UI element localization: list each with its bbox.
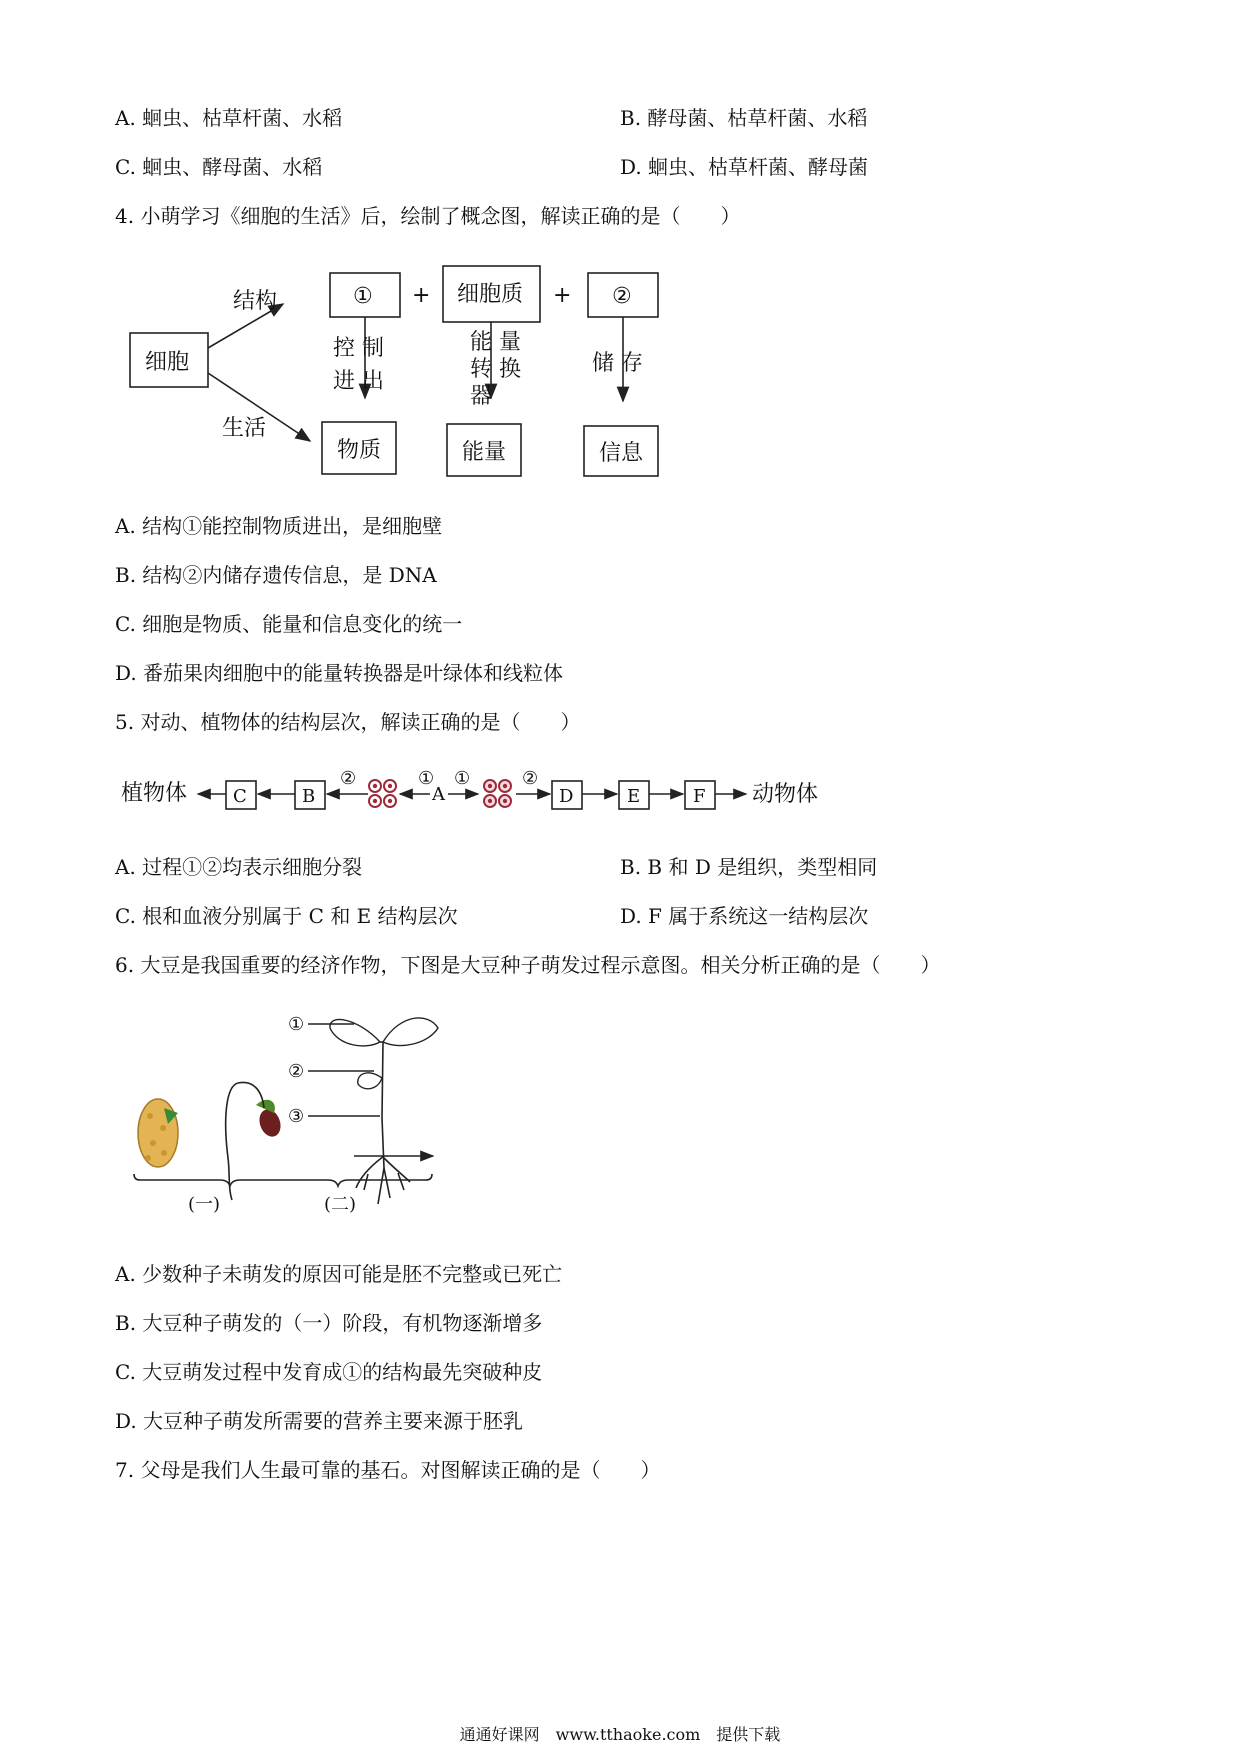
q4-option-b: B. 结构②内储存遗传信息，是 DNA [115, 563, 437, 587]
q4-concept-diagram [125, 258, 685, 488]
germinating-seedling-image [226, 1082, 284, 1200]
control-text-2: 进 出 [333, 369, 384, 394]
q3-option-d: D. 蛔虫、枯草杆菌、酵母菌 [620, 155, 869, 179]
marker-2: ② [288, 1061, 305, 1082]
label-c: C [233, 786, 247, 807]
process-2-left: ② [340, 768, 357, 789]
q6-option-b: B. 大豆种子萌发的（一）阶段，有机物逐渐增多 [115, 1311, 543, 1335]
seedling-plant-image [330, 1018, 438, 1204]
cell-label: 细胞 [145, 350, 190, 375]
q5-option-b: B. B 和 D 是组织，类型相同 [620, 855, 878, 879]
energy-text-3: 器 [470, 384, 493, 409]
process-1-left: ① [418, 768, 435, 789]
marker-3: ③ [288, 1106, 305, 1127]
process-1-right: ① [454, 768, 471, 789]
process-2-right: ② [522, 768, 539, 789]
label-e: E [627, 786, 641, 807]
marker-1: ① [288, 1014, 305, 1035]
structure-2-label: ② [612, 284, 632, 309]
structure-1-label: ① [353, 284, 373, 309]
q5-hierarchy-diagram [118, 770, 878, 820]
bracket-stage-1 [134, 1174, 252, 1186]
info-label: 信息 [599, 441, 644, 466]
plus-2: + [553, 283, 572, 308]
q4-option-d: D. 番茄果肉细胞中的能量转换器是叶绿体和线粒体 [115, 661, 564, 685]
store-text: 储 存 [592, 351, 643, 376]
plant-body-label: 植物体 [121, 781, 188, 806]
structure-label: 结构 [233, 289, 278, 314]
q6-option-d: D. 大豆种子萌发所需要的营养主要来源于胚乳 [115, 1409, 524, 1433]
q4-stem: 4. 小萌学习《细胞的生活》后，绘制了概念图，解读正确的是（ ） [115, 204, 741, 228]
q5-stem: 5. 对动、植物体的结构层次，解读正确的是（ ） [115, 710, 581, 734]
stage-2-label: (二) [324, 1194, 357, 1215]
q3-option-a: A. 蛔虫、枯草杆菌、水稻 [115, 106, 343, 130]
q5-option-a: A. 过程①②均表示细胞分裂 [115, 855, 363, 879]
energy-text-2: 转 换 [470, 357, 521, 382]
cell-cluster-left [369, 780, 396, 807]
label-f: F [693, 786, 706, 807]
q7-stem: 7. 父母是我们人生最可靠的基石。对图解读正确的是（ ） [115, 1458, 661, 1482]
animal-body-label: 动物体 [752, 782, 819, 807]
q4-option-c: C. 细胞是物质、能量和信息变化的统一 [115, 612, 463, 636]
soybean-seed-image [138, 1099, 178, 1167]
cell-cluster-right [484, 780, 511, 807]
q3-option-b: B. 酵母菌、枯草杆菌、水稻 [620, 106, 868, 130]
cytoplasm-label: 细胞质 [457, 282, 524, 307]
plus-1: + [412, 283, 431, 308]
label-a: A [432, 784, 445, 805]
q4-option-a: A. 结构①能控制物质进出，是细胞壁 [115, 514, 443, 538]
label-d: D [559, 786, 574, 807]
stage-1-label: (一) [188, 1194, 221, 1215]
label-b: B [302, 786, 316, 807]
bracket-stage-2 [252, 1174, 432, 1186]
q6-option-c: C. 大豆萌发过程中发育成①的结构最先突破种皮 [115, 1360, 543, 1384]
q6-stem: 6. 大豆是我国重要的经济作物，下图是大豆种子萌发过程示意图。相关分析正确的是（ ） [115, 953, 941, 977]
q6-option-a: A. 少数种子未萌发的原因可能是胚不完整或已死亡 [115, 1262, 563, 1286]
life-label: 生活 [222, 416, 267, 441]
page-footer: 通通好课网 www.tthaoke.com 提供下载 [459, 1725, 781, 1744]
matter-label: 物质 [337, 438, 382, 463]
energy-text-1: 能 量 [470, 330, 521, 355]
energy-label: 能量 [462, 440, 507, 465]
q3-option-c: C. 蛔虫、酵母菌、水稻 [115, 155, 323, 179]
control-text-1: 控 制 [333, 336, 384, 361]
q5-option-c: C. 根和血液分别属于 C 和 E 结构层次 [115, 904, 458, 928]
q6-germination-diagram [128, 1008, 528, 1228]
q5-option-d: D. F 属于系统这一结构层次 [620, 904, 869, 928]
